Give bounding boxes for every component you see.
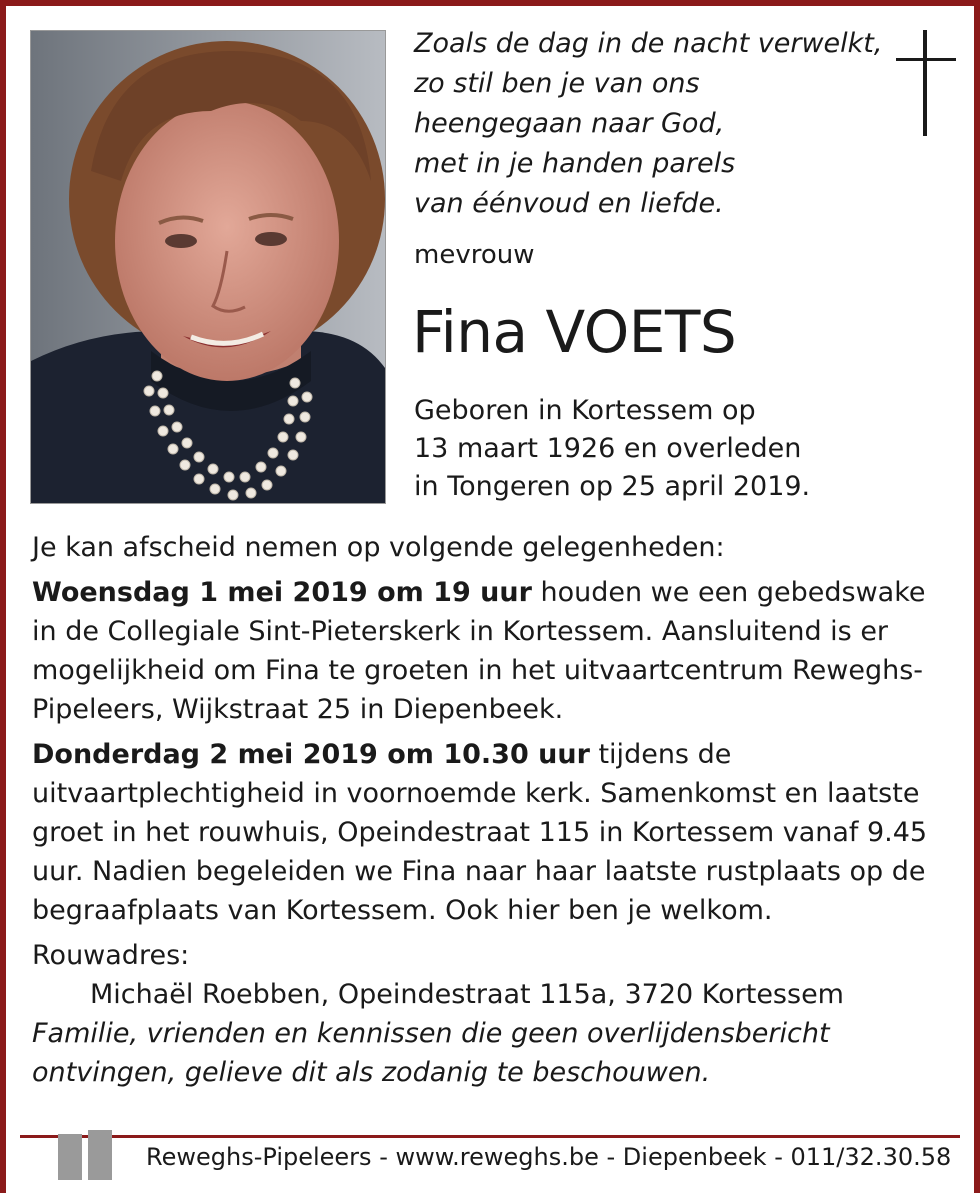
footer-details: www.reweghs.be - Diepenbeek - 011/32.30.58 <box>395 1143 952 1171</box>
portrait-photo <box>30 30 386 504</box>
deceased-name: Fina VOETS <box>412 298 737 366</box>
birth-death-info <box>414 392 810 506</box>
birth-line: in Tongeren op 25 april 2019. <box>414 471 811 502</box>
footer-separator: - <box>371 1143 396 1171</box>
closing-note: Familie, vrienden en kennissen die geen overlijdensbericht ontvingen, gelieve dit als zodanig te beschouwen. <box>32 1018 830 1088</box>
poem-line: met in je handen parels <box>414 148 736 179</box>
poem <box>414 24 884 224</box>
intro-text: Je kan afscheid nemen op volgende gelegenheden: <box>32 532 725 563</box>
event-funeral <box>32 735 952 930</box>
poem-line: heengegaan naar God, <box>414 108 725 139</box>
birth-line: 13 maart 1926 en overleden <box>414 433 802 464</box>
poem-line: van éénvoud en liefde. <box>414 188 724 219</box>
footer-company: Reweghs-Pipeleers <box>146 1143 372 1171</box>
announcement-body <box>32 528 952 1092</box>
event-funeral-text: tijdens de uitvaartplechtigheid in voornoemde kerk. Samenkomst en laatste groet in het rouwhuis, Opeindestraat 115 in Kortessem vanaf 9.45 uur. Nadien begeleiden we Fina naar haar laatste rustplaats op de begraafplaats van Kortessem. Ook hier ben je welkom. <box>32 739 928 926</box>
footer-divider <box>20 1135 960 1138</box>
event-wake <box>32 573 952 729</box>
poem-line: zo stil ben je van ons <box>414 68 700 99</box>
birth-line: Geboren in Kortessem op <box>414 395 756 426</box>
footer-contact <box>140 1143 957 1171</box>
funeral-home-logo-icon <box>58 1128 114 1184</box>
event-funeral-date: Donderdag 2 mei 2019 om 10.30 uur <box>32 739 590 770</box>
poem-line: Zoals de dag in de nacht verwelkt, <box>414 28 883 59</box>
address-label: Rouwadres: <box>32 940 190 971</box>
honorific: mevrouw <box>414 240 535 270</box>
event-wake-date: Woensdag 1 mei 2019 om 19 uur <box>32 577 532 608</box>
cross-icon <box>896 30 956 144</box>
mourning-address: Michaël Roebben, Opeindestraat 115a, 3720 Kortessem <box>90 979 844 1010</box>
event-wake-text: houden we een gebedswake in de Collegiale Sint-Pieterskerk in Kortessem. Aansluitend is er mogelijkheid om Fina te groeten in het uitvaartcentrum Reweghs-Pipeleers, Wijkstraat 25 in Diepenbeek. <box>32 577 926 725</box>
